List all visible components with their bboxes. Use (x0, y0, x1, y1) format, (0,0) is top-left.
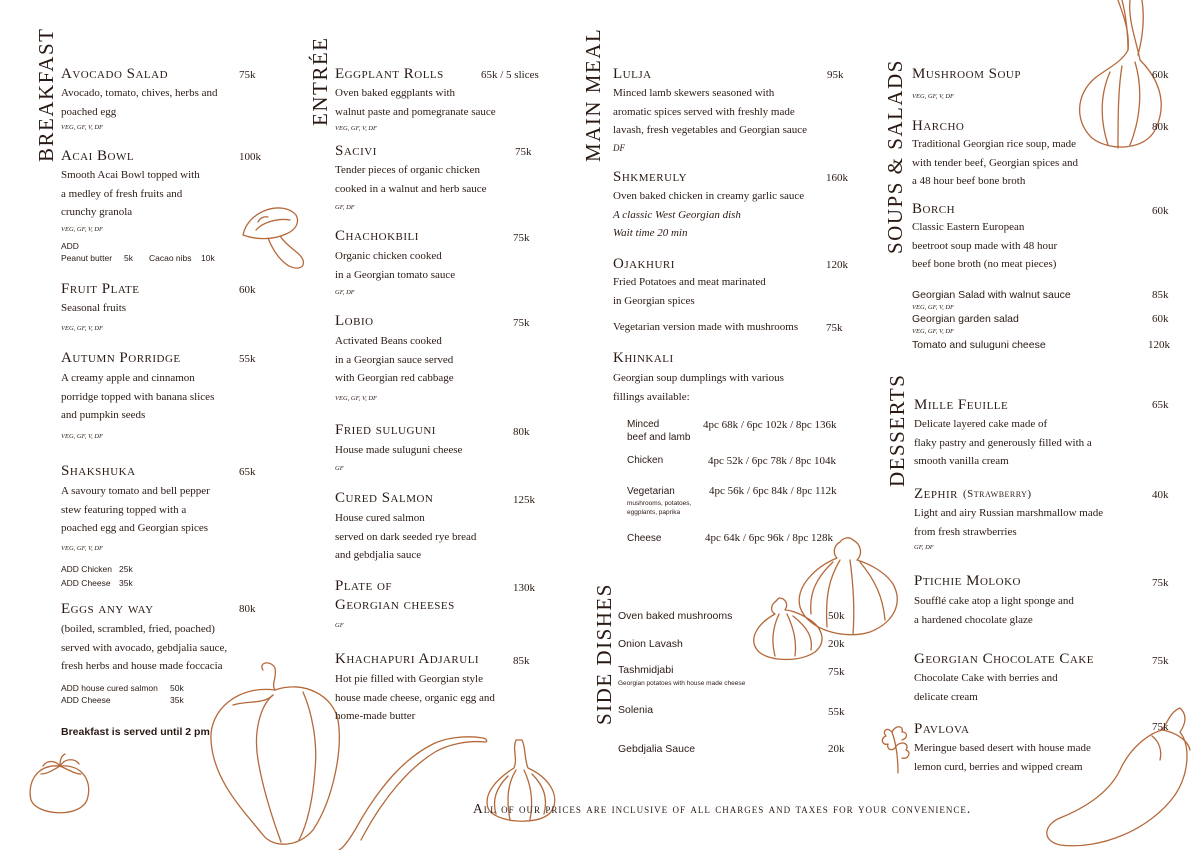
tomato-icon (25, 752, 95, 822)
shakshuka-add-chicken-price: 25k (119, 564, 133, 574)
item-price-acai-bowl: 100k (239, 151, 261, 163)
item-name-plate-of-georgian-cheeses-line2: Georgian cheeses (335, 597, 455, 613)
acai-add-label: ADD (61, 241, 79, 251)
item-desc-georgian-chocolate-cake: Chocolate Cake with berries and delicate cream (914, 672, 1058, 703)
item-tags-fruit-plate: VEG, GF, V, DF (61, 325, 104, 332)
side-dish-price: 50k (828, 610, 845, 622)
item-tags-sacivi: GF, DF (335, 204, 355, 211)
item-tags-mushroom-soup: VEG, GF, V, DF (912, 93, 955, 100)
item-name-pavlova: Pavlova (914, 721, 970, 737)
ojakhuri-vegetarian-price: 75k (826, 322, 843, 334)
item-name-borch: Borch (912, 201, 956, 217)
side-dish-price: 20k (828, 743, 845, 755)
item-desc-borch: Classic Eastern European beetroot soup made with 48 hour beef bone broth (no meat pieces) (912, 221, 1058, 270)
item-price-shkmeruly: 160k (826, 172, 848, 184)
item-price-fruit-plate: 60k (239, 284, 256, 296)
item-name-ojakhuri: Ojakhuri (613, 256, 675, 272)
item-desc-harcho: Traditional Georgian rice soup, made with tender beef, Georgian spices and a 48 hour beef bone broth (912, 138, 1078, 187)
item-price-zephir: 40k (1152, 489, 1169, 501)
item-name-acai-bowl: Acai Bowl (61, 148, 135, 164)
item-price-ptichie-moloko: 75k (1152, 577, 1169, 589)
salad-name: Tomato and suluguni cheese (912, 339, 1046, 351)
item-tags-eggplant-rolls: VEG, GF, V, DF (335, 125, 378, 132)
item-name-harcho: Harcho (912, 118, 965, 134)
item-price-mushroom-soup: 60k (1152, 69, 1169, 81)
side-dish-price: 75k (828, 666, 845, 678)
item-desc-lulja: Minced lamb skewers seasoned with aromatic spices served with freshly made lavash, fresh vegetables and Georgian sauce (613, 87, 808, 136)
shakshuka-add-cheese-price: 35k (119, 578, 133, 588)
section-title-side-dishes: SIDE DISHES (592, 583, 616, 725)
side-dish-name: Tashmidjabi (618, 664, 674, 676)
item-tags-lobio: VEG, GF, V, DF (335, 395, 378, 402)
item-name-chachokbili: Chachokbili (335, 228, 419, 244)
item-price-eggplant-rolls: 65k / 5 slices (481, 69, 539, 81)
item-price-shakshuka: 65k (239, 466, 256, 478)
khinkali-option-label: Cheese (627, 533, 662, 544)
khinkali-option-prices: 4pc 64k / 6pc 96k / 8pc 128k (705, 532, 834, 544)
shkmeruly-note-wait-time: Wait time 20 min (613, 227, 688, 239)
section-title-entree: ENTRÉE (308, 36, 332, 126)
item-desc-acai-bowl: Smooth Acai Bowl topped with a medley of fresh fruits and crunchy granola (61, 169, 200, 218)
item-name-fruit-plate: Fruit Plate (61, 281, 140, 297)
item-desc-fruit-plate: Seasonal fruits (61, 302, 127, 314)
shakshuka-add-chicken: ADD Chicken (61, 564, 113, 574)
item-price-borch: 60k (1152, 205, 1169, 217)
salad-tags: VEG, GF, V, DF (912, 328, 955, 335)
item-desc-khachapuri-adjaruli: Hot pie filled with Georgian style house made cheese, organic egg and home-made butter (335, 673, 495, 722)
item-desc-eggplant-rolls: Oven baked eggplants with walnut paste and pomegranate sauce (335, 87, 496, 118)
item-name-khinkali: Khinkali (613, 350, 674, 366)
item-price-eggs-any-way: 80k (239, 603, 256, 615)
item-desc-pavlova: Meringue based desert with house made lemon curd, berries and wipped cream (914, 742, 1091, 773)
khinkali-option-sub: mushrooms, potatoes, eggplants, paprika (627, 500, 692, 516)
item-name-lulja: Lulja (613, 66, 652, 82)
item-desc-autumn-porridge: A creamy apple and cinnamon porridge topped with banana slices and pumpkin seeds (61, 372, 215, 421)
side-dish-name: Onion Lavash (618, 638, 683, 650)
section-title-desserts: DESSERTS (885, 373, 909, 487)
section-title-soups-salads: SOUPS & SALADS (883, 59, 907, 254)
acai-add-peanut-butter: Peanut butter (61, 253, 113, 263)
item-desc-zephir: Light and airy Russian marshmallow made from fresh strawberries (914, 507, 1104, 538)
item-tags-zephir: GF, DF (914, 544, 934, 551)
khinkali-icon (745, 532, 905, 662)
section-title-breakfast: BREAKFAST (34, 27, 58, 162)
item-desc-ptichie-moloko: Soufflé cake atop a light sponge and a hardened chocolate glaze (914, 595, 1074, 626)
item-desc-shkmeruly: Oven baked chicken in creamy garlic sauce (613, 190, 805, 202)
item-price-chachokbili: 75k (513, 232, 530, 244)
item-price-khachapuri-adjaruli: 85k (513, 655, 530, 667)
item-name-shakshuka: Shakshuka (61, 463, 136, 479)
khinkali-option-label: Minced beef and lamb (627, 419, 691, 443)
item-name-mushroom-soup: Mushroom Soup (912, 66, 1021, 82)
khinkali-option-prices: 4pc 56k / 6pc 84k / 8pc 112k (709, 485, 837, 497)
item-price-harcho: 80k (1152, 121, 1169, 133)
item-name-autumn-porridge: Autumn Porridge (61, 350, 181, 366)
item-desc-avocado-salad: Avocado, tomato, chives, herbs and poached egg (61, 87, 218, 118)
eggs-add-salmon: ADD house cured salmon (61, 683, 158, 693)
item-price-fried-suluguni: 80k (513, 426, 530, 438)
item-name-ptichie-moloko: Ptichie Moloko (914, 573, 1021, 589)
item-name-plate-of-georgian-cheeses-line1: Plate of (335, 578, 393, 594)
item-price-avocado-salad: 75k (239, 69, 256, 81)
salad-price: 120k (1148, 339, 1170, 351)
item-name-sacivi: Sacivi (335, 143, 377, 159)
item-tags-plate-of-georgian-cheeses: GF (335, 622, 344, 629)
item-name-eggplant-rolls: Eggplant Rolls (335, 66, 444, 82)
mushroom-icon (238, 200, 318, 280)
salad-tags: VEG, GF, V, DF (912, 304, 955, 311)
item-price-autumn-porridge: 55k (239, 353, 256, 365)
side-dish-name: Oven baked mushrooms (618, 610, 733, 622)
item-desc-eggs-any-way: (boiled, scrambled, fried, poached) served with avocado, gebdjalia sauce, fresh herbs and house made foccacia (61, 623, 228, 672)
item-name-fried-suluguni: Fried suluguni (335, 422, 436, 438)
acai-add-cacao-nibs-price: 10k (201, 253, 215, 263)
item-name-khachapuri-adjaruli: Khachapuri Adjaruli (335, 651, 480, 667)
item-name-mille-feuille: Mille Feuille (914, 397, 1009, 413)
item-desc-cured-salmon: House cured salmon served on dark seeded rye bread and gebdjalia sauce (335, 512, 477, 561)
item-price-mille-feuille: 65k (1152, 399, 1169, 411)
item-name-avocado-salad: Avocado Salad (61, 66, 169, 82)
salad-price: 60k (1152, 313, 1169, 325)
item-price-lobio: 75k (513, 317, 530, 329)
item-price-lulja: 95k (827, 69, 844, 81)
item-price-pavlova: 75k (1152, 721, 1169, 733)
item-tags-acai-bowl: VEG, GF, V, DF (61, 226, 104, 233)
side-dish-price: 55k (828, 706, 845, 718)
eggs-add-cheese-price: 35k (170, 695, 184, 705)
item-desc-sacivi: Tender pieces of organic chicken cooked in a walnut and herb sauce (335, 164, 487, 195)
khinkali-option-prices: 4pc 52k / 6pc 78k / 8pc 104k (708, 455, 837, 467)
breakfast-note: Breakfast is served until 2 pm (61, 726, 210, 738)
item-desc-fried-suluguni: House made suluguni cheese (335, 444, 463, 456)
item-name-shkmeruly: Shkmeruly (613, 169, 688, 185)
salad-price: 85k (1152, 289, 1169, 301)
item-name-lobio: Lobio (335, 313, 374, 329)
chili-pepper-icon (335, 730, 495, 850)
item-price-ojakhuri: 120k (826, 259, 848, 271)
side-dish-sub: Georgian potatoes with house made cheese (618, 680, 746, 687)
shkmeruly-note-classic: A classic West Georgian dish (613, 209, 741, 221)
side-dish-name: Gebdjalia Sauce (618, 743, 696, 755)
item-tags-autumn-porridge: VEG, GF, V, DF (61, 433, 104, 440)
item-desc-chachokbili: Organic chicken cooked in a Georgian tomato sauce (335, 250, 456, 281)
item-desc-shakshuka: A savoury tomato and bell pepper stew featuring topped with a poached egg and Georgian spices (61, 485, 210, 534)
khinkali-option-prices: 4pc 68k / 6pc 102k / 8pc 136k (703, 419, 837, 431)
acai-add-cacao-nibs: Cacao nibs (149, 253, 192, 263)
item-name-georgian-chocolate-cake: Georgian Chocolate Cake (914, 651, 1094, 667)
item-sub-zephir: (Strawberry) (963, 488, 1032, 500)
item-price-sacivi: 75k (515, 146, 532, 158)
item-desc-khinkali: Georgian soup dumplings with various fillings available: (613, 372, 784, 403)
item-tags-lulja: DF (613, 143, 625, 153)
side-dish-price: 20k (828, 638, 845, 650)
item-price-cured-salmon: 125k (513, 494, 535, 506)
item-tags-avocado-salad: VEG, GF, V, DF (61, 124, 104, 131)
item-name-cured-salmon: Cured Salmon (335, 490, 434, 506)
item-name-eggs-any-way: Eggs any way (61, 601, 154, 617)
footer-price-note: All of our prices are inclusive of all charges and taxes for your convenience. (473, 801, 972, 816)
khinkali-option-label: Chicken (627, 455, 664, 466)
ojakhuri-vegetarian-version: Vegetarian version made with mushrooms (613, 321, 799, 333)
item-name-zephir: Zephir (914, 486, 958, 502)
eggs-add-cheese: ADD Cheese (61, 695, 111, 705)
item-price-plate-of-georgian-cheeses: 130k (513, 582, 535, 594)
bell-pepper-icon (203, 660, 353, 850)
item-tags-chachokbili: GF, DF (335, 289, 355, 296)
khinkali-option-label: Vegetarian (627, 486, 675, 497)
salad-name: Georgian garden salad (912, 313, 1019, 325)
parsley-icon (878, 718, 918, 778)
side-dish-name: Solenia (618, 704, 654, 716)
eggs-add-salmon-price: 50k (170, 683, 184, 693)
item-desc-ojakhuri: Fried Potatoes and meat marinated in Georgian spices (613, 276, 766, 307)
item-tags-shakshuka: VEG, GF, V, DF (61, 545, 104, 552)
section-title-main-meal: MAIN MEAL (581, 27, 605, 162)
salad-name: Georgian Salad with walnut sauce (912, 289, 1071, 301)
item-desc-mille-feuille: Delicate layered cake made of flaky pastry and generously filled with a smooth vanilla cream (914, 418, 1092, 467)
item-price-georgian-chocolate-cake: 75k (1152, 655, 1169, 667)
shakshuka-add-cheese: ADD Cheese (61, 578, 111, 588)
acai-add-peanut-butter-price: 5k (124, 253, 133, 263)
item-desc-lobio: Activated Beans cooked in a Georgian sauce served with Georgian red cabbage (335, 335, 454, 384)
item-tags-fried-suluguni: GF (335, 465, 344, 472)
